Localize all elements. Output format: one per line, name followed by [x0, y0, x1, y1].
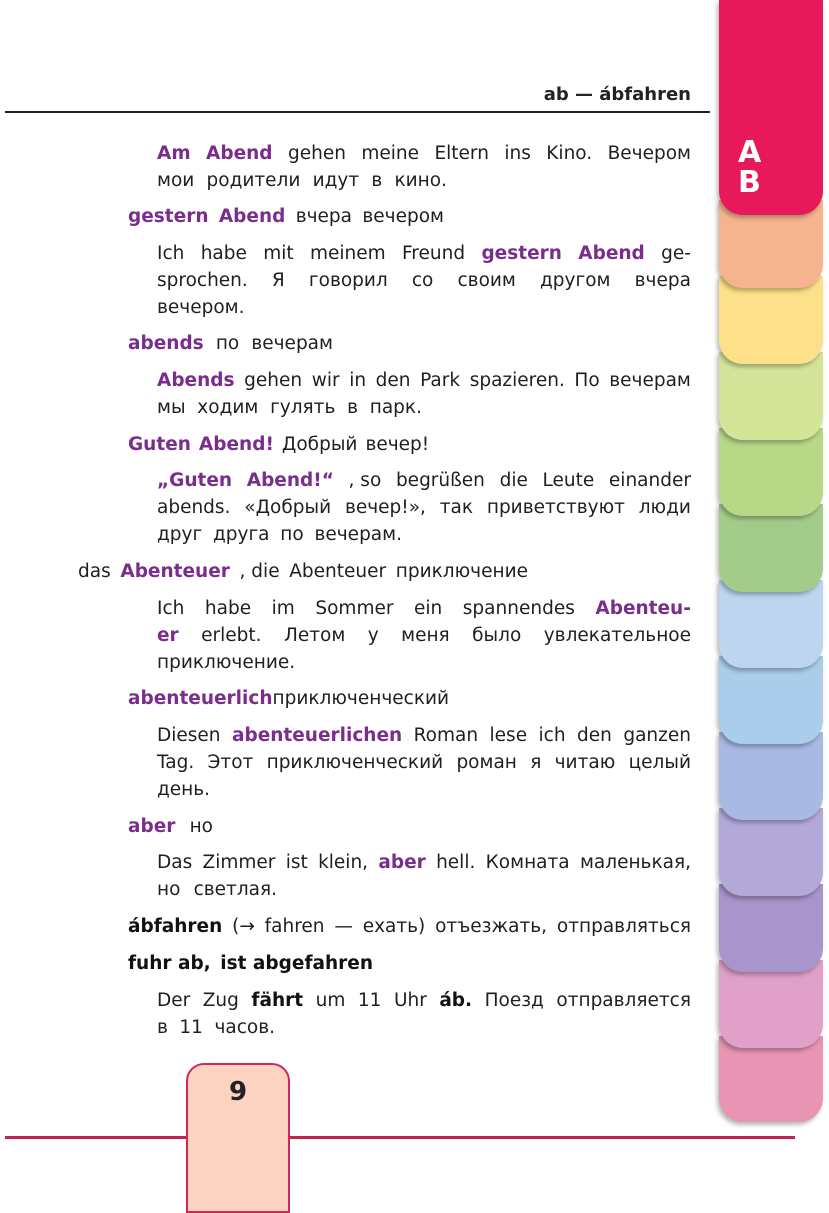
example-line: [157, 722, 691, 749]
thumb-tab-4: [719, 352, 823, 440]
example-line: [157, 521, 402, 548]
word: Eltern: [434, 143, 489, 164]
keyword: ist abgefahren: [220, 953, 373, 974]
word: «Добрый: [244, 497, 332, 518]
example-line: [157, 1014, 275, 1041]
thumb-tab-7: [719, 580, 823, 668]
word: , die: [239, 561, 280, 582]
word: мои: [157, 170, 195, 191]
word: meine: [361, 143, 420, 164]
word: парк.: [369, 397, 422, 418]
keyword: ábfahren: [128, 916, 223, 937]
keyword: Guten: [128, 434, 191, 455]
word: в: [347, 397, 358, 418]
keyword: Abend!: [198, 434, 274, 455]
word: ganzen: [623, 725, 691, 746]
word: meinem: [310, 243, 386, 264]
word: кино.: [394, 170, 447, 191]
word: светлая.: [193, 879, 277, 900]
example-line: [157, 494, 691, 521]
example-line: [157, 140, 691, 167]
thumb-tab-10: [719, 808, 823, 896]
example-line: [157, 876, 277, 903]
example-line: [157, 394, 422, 421]
word: Park: [420, 370, 461, 391]
main-entry-line: [78, 558, 528, 585]
word: 11: [179, 1017, 203, 1038]
keyword: Abend: [218, 206, 286, 227]
word: Diesen: [157, 725, 221, 746]
word: einander: [608, 470, 691, 491]
thumb-tab-12: [719, 960, 823, 1048]
word: целый: [628, 752, 691, 773]
running-header: ab — ábfahren: [543, 84, 691, 105]
example-line: [157, 240, 691, 267]
word: Tag.: [157, 752, 195, 773]
word: mit: [263, 243, 294, 264]
example-line: [157, 467, 691, 494]
word: den: [577, 725, 612, 746]
word: другом: [540, 270, 611, 291]
keyword: „Guten: [157, 470, 233, 491]
word: begrüßen: [395, 470, 485, 491]
word: вечером: [362, 206, 444, 227]
header-rule: [5, 111, 710, 113]
headword-line: [128, 685, 448, 712]
word: (→: [232, 916, 255, 937]
word: ехать): [362, 916, 426, 937]
word: in: [349, 370, 367, 391]
keyword: fuhr ab,: [128, 953, 211, 974]
headword-line: [128, 913, 691, 940]
example-line: [157, 167, 447, 194]
word: вчера: [295, 206, 353, 227]
word: так: [439, 497, 474, 518]
keyword: gestern: [481, 243, 562, 264]
word: Sommer: [315, 598, 394, 619]
word: gehen: [244, 370, 303, 391]
keyword: aber: [378, 852, 426, 873]
word: ich: [538, 725, 566, 746]
word: Вечером: [607, 143, 691, 164]
word: sprochen.: [157, 270, 248, 291]
thumb-tab-13: [719, 1036, 823, 1122]
word: Leute: [542, 470, 595, 491]
example-line: [157, 776, 212, 803]
word: но: [157, 879, 181, 900]
example-line: [157, 987, 691, 1014]
page-number-tab: [186, 1063, 290, 1213]
word: у: [367, 625, 379, 646]
page-number: 9: [228, 1077, 248, 1107]
thumb-tab-6: [719, 504, 823, 592]
word: Das: [157, 852, 193, 873]
headword-line: [128, 950, 373, 977]
word: маленькая,: [579, 852, 691, 873]
word: spazieren.: [469, 370, 565, 391]
keyword: Abends: [157, 370, 235, 391]
word: люди: [638, 497, 691, 518]
word: Поезд: [484, 990, 544, 1011]
word: wir: [311, 370, 340, 391]
keyword: fährt: [251, 990, 304, 1011]
word: часов.: [214, 1017, 275, 1038]
keyword: Abenteu-: [595, 598, 691, 619]
word: abends.: [157, 497, 231, 518]
headword-line: [128, 431, 438, 458]
word: отправляться: [556, 916, 691, 937]
word: ein: [414, 598, 443, 619]
word: Zimmer: [202, 852, 276, 873]
word: , so: [348, 470, 382, 491]
thumb-tab-3: [719, 276, 823, 364]
word: увлекательное: [543, 625, 691, 646]
word: Этот: [207, 752, 254, 773]
word: Я: [271, 270, 285, 291]
word: роман: [456, 752, 517, 773]
thumb-tab-1: [719, 0, 823, 215]
example-line: [157, 749, 691, 776]
word: ge-: [661, 243, 691, 264]
keyword: abenteuerlichen: [231, 725, 403, 746]
word: вечерам.: [314, 524, 402, 545]
example-line: [157, 849, 691, 876]
word: друга: [212, 524, 270, 545]
keyword: abenteuerlich: [128, 688, 273, 709]
word: 11: [357, 990, 382, 1011]
word: Ich: [157, 243, 185, 264]
word: вечер!: [365, 434, 430, 455]
keyword: gestern: [128, 206, 209, 227]
keyword: er: [157, 625, 179, 646]
word: habe: [200, 243, 247, 264]
word: родители: [206, 170, 301, 191]
word: habe: [204, 598, 252, 619]
word: в: [371, 170, 383, 191]
example-line: [157, 294, 247, 321]
keyword: aber: [128, 816, 176, 837]
thumb-tab-8: [719, 656, 823, 744]
word: lese: [489, 725, 528, 746]
word: Freund: [402, 243, 466, 264]
word: своим: [457, 270, 516, 291]
word: по: [280, 524, 304, 545]
word: идут: [312, 170, 360, 191]
word: было: [472, 625, 522, 646]
word: gehen: [287, 143, 346, 164]
word: klein,: [318, 852, 369, 873]
word: приветствуют: [486, 497, 625, 518]
word: fahren: [264, 916, 325, 937]
thumb-tab-9: [719, 732, 823, 820]
word: вечерам: [609, 370, 691, 391]
word: я: [530, 752, 542, 773]
example-line: [157, 649, 297, 676]
keyword: Abend!“: [246, 470, 334, 491]
word: приключение: [395, 561, 528, 582]
thumb-index-letters: [738, 135, 762, 200]
example-line: [157, 622, 691, 649]
thumb-tab-11: [719, 884, 823, 972]
word: со: [411, 270, 434, 291]
word: Roman: [413, 725, 479, 746]
word: ins: [504, 143, 531, 164]
word: um: [315, 990, 346, 1011]
word: Kino.: [546, 143, 593, 164]
footer-rule: [5, 1136, 795, 1139]
word: spannendes: [462, 598, 575, 619]
word: вечер!»,: [344, 497, 426, 518]
word: вечером.: [157, 297, 245, 318]
word: Летом: [283, 625, 346, 646]
headword-line: [128, 813, 213, 840]
word: Uhr: [393, 990, 427, 1011]
word: читаю: [554, 752, 616, 773]
word: гулять: [270, 397, 336, 418]
word: день.: [157, 779, 211, 800]
word: друг: [157, 524, 203, 545]
word: Der: [157, 990, 191, 1011]
word: ходим: [197, 397, 259, 418]
word: im: [271, 598, 295, 619]
example-line: [157, 367, 691, 394]
word: по: [215, 333, 240, 354]
word: отправляется: [556, 990, 691, 1011]
keyword: Am: [157, 143, 191, 164]
word: в: [157, 1017, 168, 1038]
word: Zug: [202, 990, 239, 1011]
word: hell.: [436, 852, 476, 873]
word: По: [574, 370, 600, 391]
thumb-letter-a: A: [738, 135, 762, 170]
word: приключенческий: [266, 752, 444, 773]
word: ist: [285, 852, 308, 873]
word: приключенческий: [272, 688, 450, 709]
thumb-tab-5: [719, 428, 823, 516]
word: вечерам: [251, 333, 333, 354]
word: —: [334, 916, 353, 937]
headword-line: [128, 330, 333, 357]
word: das: [78, 561, 111, 582]
example-line: [157, 595, 691, 622]
word: мы: [157, 397, 186, 418]
thumb-letter-b: B: [738, 165, 761, 200]
example-line: [157, 267, 691, 294]
keyword: abends: [128, 333, 204, 354]
word: отъезжать,: [435, 916, 548, 937]
word: Abenteuer: [289, 561, 387, 582]
word: Комната: [485, 852, 570, 873]
word: Ich: [157, 598, 185, 619]
word: den: [375, 370, 411, 391]
keyword: Abend: [206, 143, 273, 164]
keyword: áb.: [439, 990, 473, 1011]
word: Добрый: [281, 434, 358, 455]
word: вчера: [634, 270, 691, 291]
word: erlebt.: [201, 625, 262, 646]
word: меня: [401, 625, 450, 646]
keyword: Abend: [578, 243, 645, 264]
word: приключение.: [157, 652, 296, 673]
word: говорил: [308, 270, 388, 291]
keyword: Abenteuer: [120, 561, 230, 582]
word: но: [189, 816, 213, 837]
headword-line: [128, 203, 444, 230]
word: die: [499, 470, 528, 491]
